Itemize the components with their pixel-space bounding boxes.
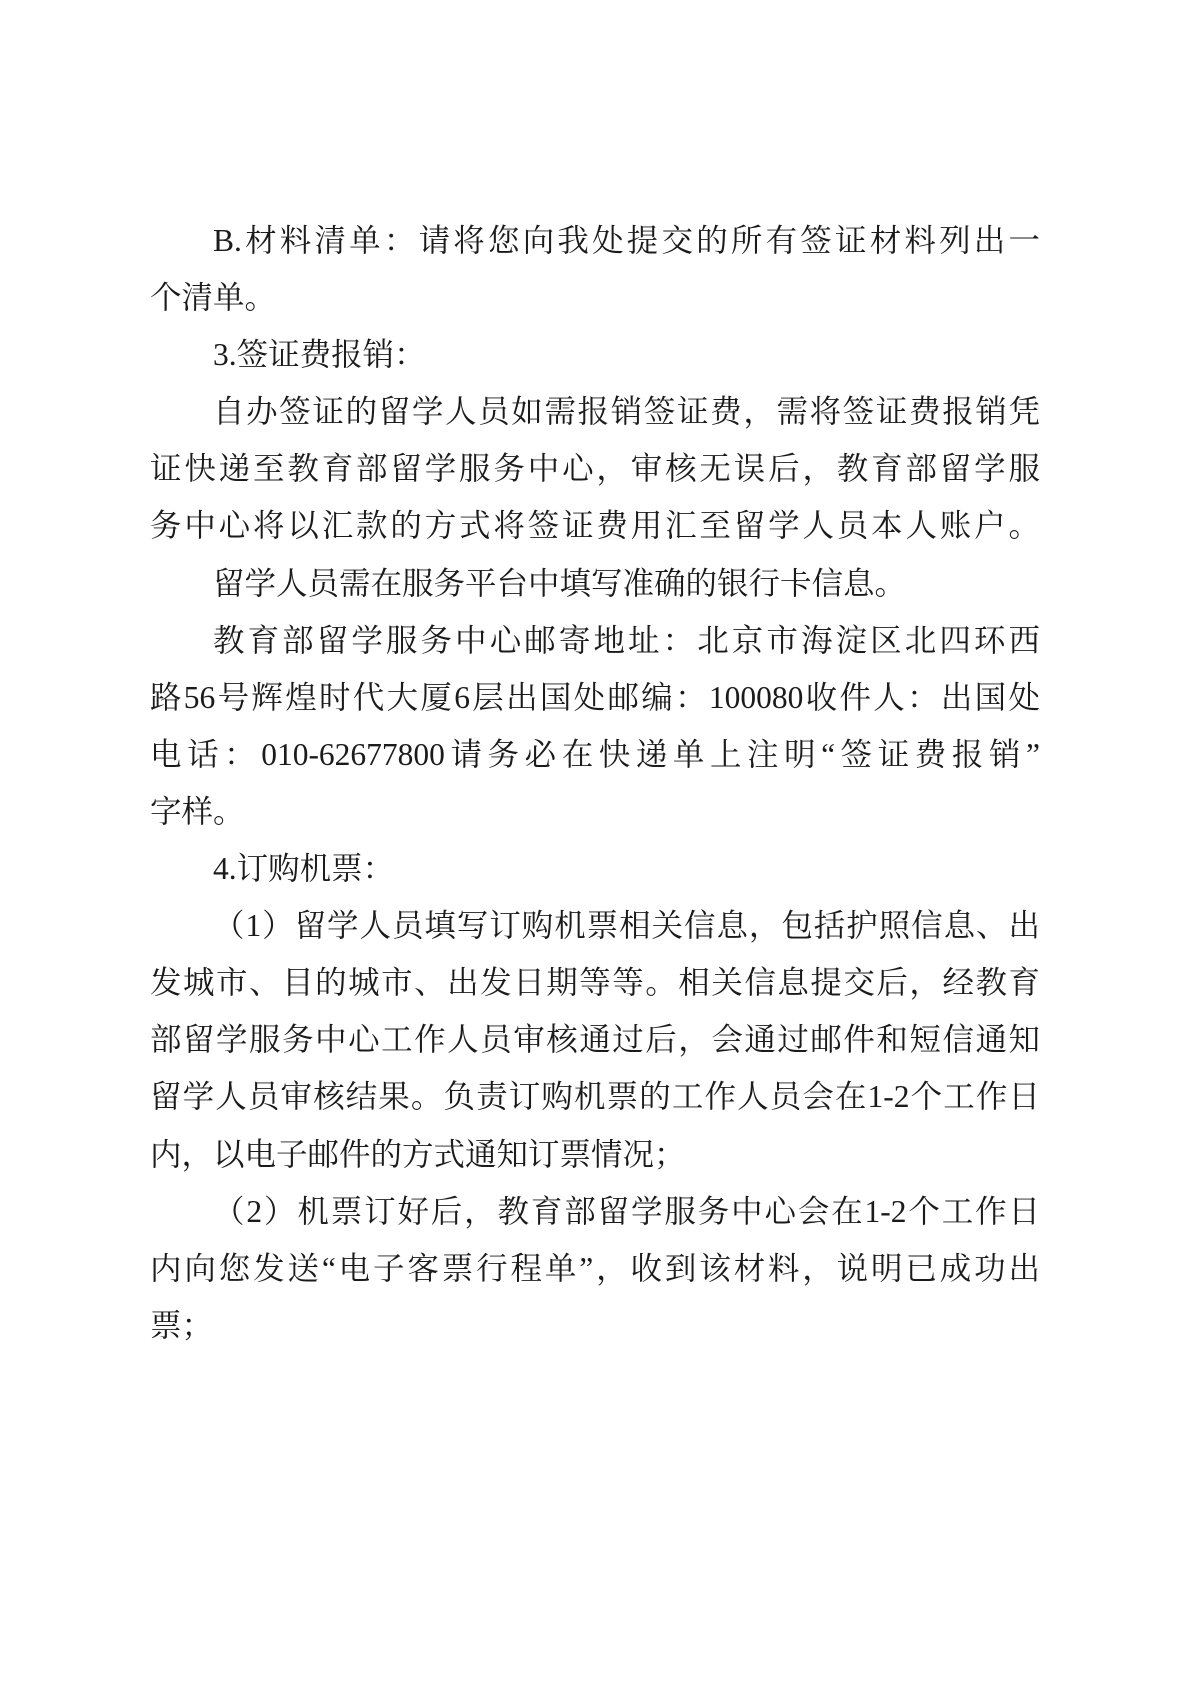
- text-line: 3.签证费报销：: [213, 337, 426, 373]
- text-line: B.材料清单：请将您向我处提交的所有签证材料列出一: [213, 223, 1040, 258]
- text-line: 电话：010-62677800请务必在快递单上注明“签证费报销”: [150, 736, 1040, 772]
- text-line: （2）机票订好后，教育部留学服务中心会在1-2个工作日: [213, 1193, 1040, 1229]
- text-line: 字样。: [150, 793, 245, 829]
- text-line: 留学人员审核结果。负责订购机票的工作人员会在1-2个工作日: [150, 1079, 1040, 1115]
- text-line: 内，以电子邮件的方式通知订票情况；: [150, 1136, 686, 1172]
- text-line: 内向您发送“电子客票行程单”，收到该材料，说明已成功出: [150, 1250, 1040, 1286]
- text-line: 路56号辉煌时代大厦6层出国处邮编：100080收件人：出国处: [150, 679, 1040, 715]
- text-line: 证快递至教育部留学服务中心，审核无误后，教育部留学服: [150, 451, 1040, 487]
- text-line: 个清单。: [150, 280, 277, 316]
- text-line: 4.订购机票：: [213, 851, 395, 887]
- text-line: 部留学服务中心工作人员审核通过后，会通过邮件和短信通知: [150, 1022, 1040, 1058]
- document-body: [150, 212, 1040, 1354]
- text-line: 自办签证的留学人员如需报销签证费，需将签证费报销凭: [213, 394, 1040, 430]
- text-line: 票；: [150, 1307, 214, 1343]
- text-line: 发城市、目的城市、出发日期等等。相关信息提交后，经教育: [150, 965, 1040, 1001]
- text-line: 教育部留学服务中心邮寄地址：北京市海淀区北四环西: [213, 622, 1040, 658]
- text-line: （1）留学人员填写订购机票相关信息，包括护照信息、出: [213, 908, 1040, 944]
- text-line: 留学人员需在服务平台中填写准确的银行卡信息。: [213, 565, 907, 601]
- text-line: 务中心将以汇款的方式将签证费用汇至留学人员本人账户。: [150, 508, 1040, 544]
